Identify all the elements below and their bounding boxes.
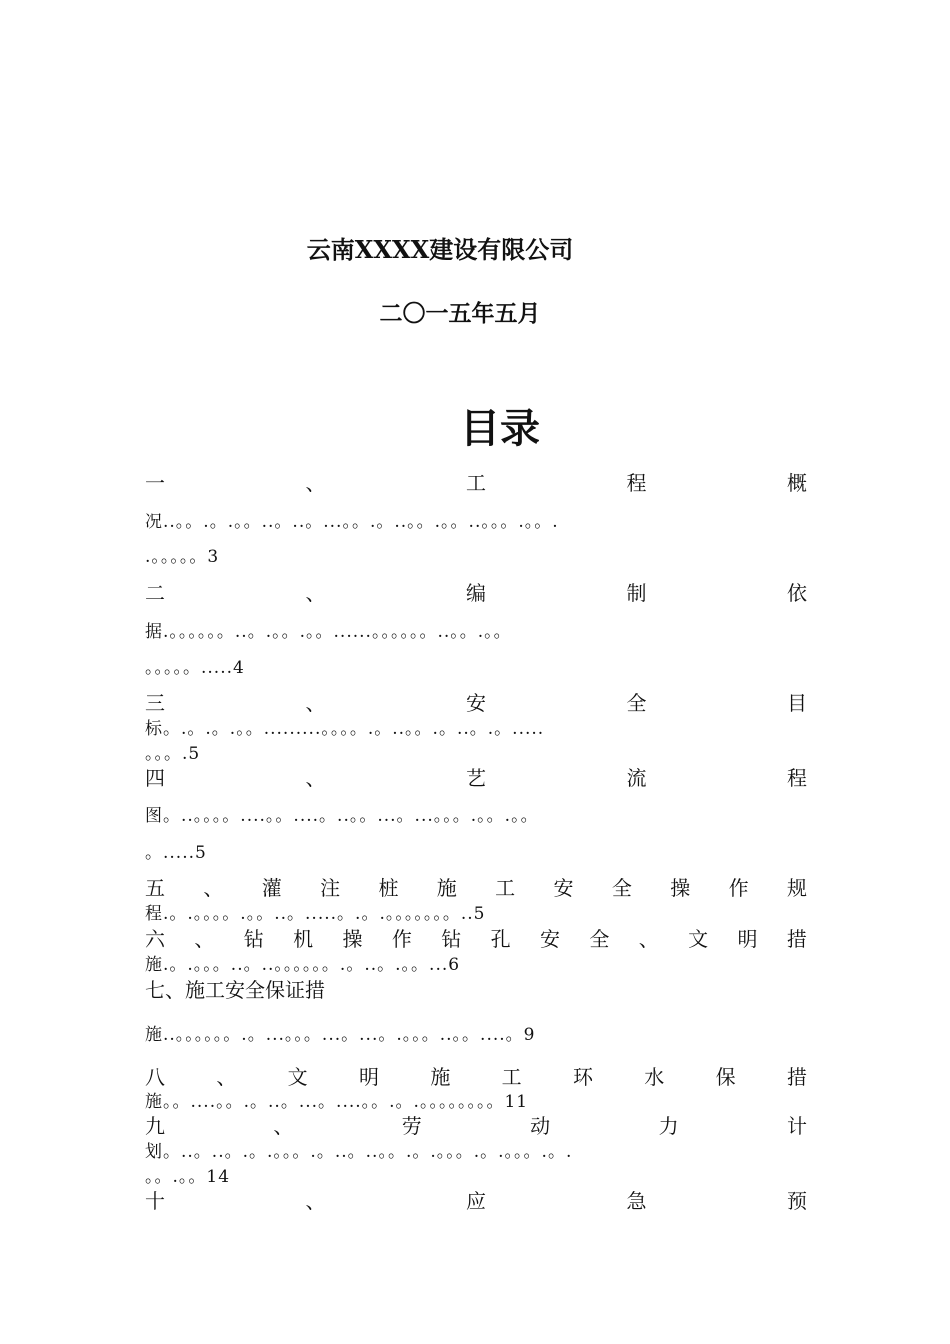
toc-entry-5-line-1: 程.。.。。。。.。。..。.....。.。.。。。。。。。..5 bbox=[145, 904, 486, 924]
toc-entry-6-line-1: 施.。.。。。..。..。。。。。。.。..。.。。...6 bbox=[145, 955, 461, 975]
toc-entry-1-head[interactable]: 一 、 工 程 概 bbox=[145, 471, 807, 495]
toc-entry-3-line-2: 。。。.5 bbox=[145, 744, 201, 764]
toc-entry-2-line-2: 。。。。。.....4 bbox=[145, 658, 245, 678]
toc-entry-9-line-1: 划。..。..。.。.。。。.。..。..。。.。.。。。.。.。。。.。. bbox=[145, 1142, 573, 1162]
toc-entry-5-head[interactable]: 五 、 灌 注 桩 施 工 安 全 操 作 规 bbox=[145, 876, 807, 900]
toc-entry-8-head[interactable]: 八 、 文 明 施 工 环 水 保 措 bbox=[145, 1065, 807, 1089]
toc-entry-7-line-1: 施..。。。。。。.。...。。。...。...。.。。。..。。....。9 bbox=[145, 1025, 536, 1045]
toc-entry-10-head[interactable]: 十 、 应 急 预 bbox=[145, 1189, 807, 1213]
document-date: 二〇一五年五月 bbox=[379, 300, 541, 327]
toc-entry-9-head[interactable]: 九 、 劳 动 力 计 bbox=[145, 1114, 807, 1138]
toc-entry-2-head[interactable]: 二 、 编 制 依 bbox=[145, 581, 807, 605]
toc-entry-8-line-1: 施。。....。。.。..。...。....。。.。.。。。。。。。。11 bbox=[145, 1092, 529, 1112]
toc-entry-9-line-2: 。。.。。14 bbox=[145, 1167, 231, 1187]
toc-entry-3-line-1: 标。.。.。.。。.........。。。。.。..。。.。..。.。..... bbox=[145, 719, 545, 739]
company-name: 云南XXXX建设有限公司 bbox=[306, 235, 574, 264]
toc-entry-4-line-2: 。.....5 bbox=[145, 843, 207, 863]
toc-entry-6-head[interactable]: 六 、 钻 机 操 作 钻 孔 安 全 、 文 明 措 bbox=[145, 927, 807, 951]
toc-title: 目录 bbox=[460, 405, 540, 452]
toc-entry-2-line-1: 据.。。。。。。..。.。。.。。......。。。。。。..。。.。。 bbox=[145, 622, 512, 642]
toc-entry-1-line-2: .。。。。。3 bbox=[145, 547, 220, 567]
toc-entry-3-head[interactable]: 三 、 安 全 目 bbox=[145, 691, 807, 715]
toc-entry-7-head[interactable]: 七、施工安全保证措 bbox=[145, 978, 325, 1002]
toc-entry-4-head[interactable]: 四 、 艺 流 程 bbox=[145, 766, 807, 790]
toc-entry-4-line-1: 图。..。。。。....。。....。..。。...。...。。。.。。.。。 bbox=[145, 806, 539, 826]
toc-entry-1-line-1: 况..。。.。.。。..。..。...。。.。..。。.。。..。。。.。。. bbox=[145, 512, 559, 532]
